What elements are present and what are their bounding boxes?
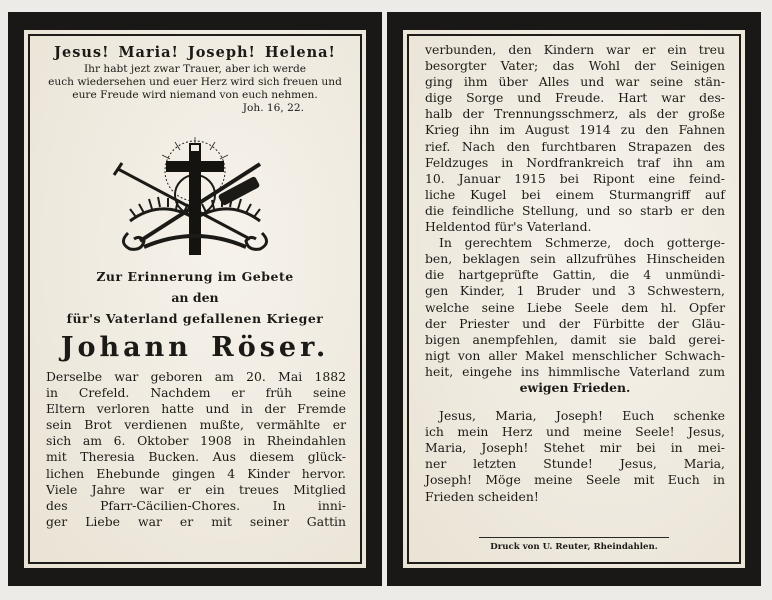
text-line: 10. Januar 1915 bei Ripont eine feind- — [425, 170, 725, 186]
deceased-name: Johann Röser. — [60, 332, 330, 363]
memorial-line-1: Zur Erinnerung im Gebete — [96, 269, 294, 284]
text-line: Heldentod für's Vaterland. — [425, 219, 592, 235]
text-line: welche seine Liebe Seele dem hl. Opfer — [425, 299, 725, 315]
eternal-peace-line: ewigen Frieden. — [519, 379, 631, 395]
prayer-line: ich mein Herz und meine Seele! Jesus, — [425, 424, 725, 440]
text-line: mit Theresia Bucken. Aus diesem glück- — [46, 449, 346, 465]
text-line: sich am 6. Oktober 1908 in Rheindahlen — [46, 433, 346, 449]
prayer-line: Joseph! Möge meine Seele mit Euch in — [425, 472, 725, 488]
text-line: in Crefeld. Nachdem er früh seine — [46, 385, 346, 401]
text-line: ben, beklagen sein allzufrühes Hinscheiden — [425, 251, 725, 267]
text-line: des Pfarr-Cäcilien-Chores. In inni- — [46, 497, 346, 513]
text-line: sein Brot verdienen mußte, vermählte er — [46, 417, 346, 433]
text-line: lichen Ehebunde gingen 4 Kinder hervor. — [46, 465, 346, 481]
text-line: gen Kinder, 1 Bruder und 3 Schwestern, — [425, 283, 725, 299]
bible-verse — [30, 61, 360, 102]
text-line: Viele Jahre war er ein treues Mitglied — [46, 481, 346, 497]
left-frame — [28, 34, 362, 564]
text-line: ging ihm über Alles und war seine stän- — [425, 74, 725, 90]
text-line: nigt von aller Makel menschlicher Schwach- — [425, 347, 725, 363]
prayer-line: Maria, Joseph! Stehet mir bei in mei- — [425, 440, 725, 456]
verse-reference: Joh. 16, 22. — [242, 102, 304, 114]
text-line: bigen anempfehlen, damit sie bald gerei- — [425, 331, 725, 347]
cross-palm-emblem-icon — [100, 129, 290, 259]
right-card — [387, 12, 761, 586]
text-line: die hartgeprüfte Gattin, die 4 unmündi- — [425, 267, 725, 283]
verse-line: Ihr habt jezt zwar Trauer, aber ich werde — [83, 63, 307, 75]
text-line: liche Kugel bei einem Sturmangriff auf — [425, 186, 725, 202]
verse-line: eure Freude wird niemand von euch nehmen. — [72, 89, 318, 101]
text-line: Derselbe war geboren am 20. Mai 1882 — [46, 369, 346, 384]
prayer-line: ner letzten Stunde! Jesus, Maria, — [425, 456, 725, 472]
memorial-line-2: an den — [171, 290, 219, 305]
text-line: die feindliche Stellung, und so starb er den — [425, 202, 725, 218]
prayer-line: Frieden scheiden! — [425, 488, 539, 504]
left-paper — [24, 30, 366, 568]
holy-names-heading: Jesus! Maria! Joseph! Helena! — [54, 44, 336, 61]
biography-text — [30, 363, 360, 530]
continuation-text — [409, 36, 739, 505]
text-line: halb der Trennungsschmerz, als der große — [425, 106, 725, 122]
text-line: ger Liebe war er mit seiner Gattin — [46, 513, 346, 529]
left-card — [8, 12, 382, 586]
text-line: heit, eingehe ins himmlische Vaterland zum — [425, 363, 725, 379]
divider — [479, 537, 669, 538]
text-line: dige Sorge und Freude. Hart war des- — [425, 90, 725, 106]
text-line: rief. Nach den furchtbaren Strapazen des — [425, 138, 725, 154]
verse-line: euch wiedersehen und euer Herz wird sich freuen und — [48, 76, 342, 88]
right-paper — [403, 30, 745, 568]
text-line: besorgter Vater; das Wohl der Seinigen — [425, 58, 725, 74]
text-line: Krieg ihn im August 1914 zu den Fahnen — [425, 122, 725, 138]
printer-imprint: Druck von U. Reuter, Rheindahlen. — [490, 542, 658, 552]
right-frame — [407, 34, 741, 564]
text-line: Feldzuges in Nordfrankreich traf ihn am — [425, 154, 725, 170]
text-line: Eltern verloren hatte und in der Fremde — [46, 401, 346, 417]
text-line: verbunden, den Kindern war er ein treu — [425, 42, 725, 57]
memorial-line-3: für's Vaterland gefallenen Krieger — [66, 311, 324, 326]
text-line: der Priester und der Fürbitte der Gläu- — [425, 315, 725, 331]
prayer-line: Jesus, Maria, Joseph! Euch schenke — [439, 408, 725, 424]
text-line: In gerechtem Schmerze, doch gotterge- — [439, 235, 725, 251]
